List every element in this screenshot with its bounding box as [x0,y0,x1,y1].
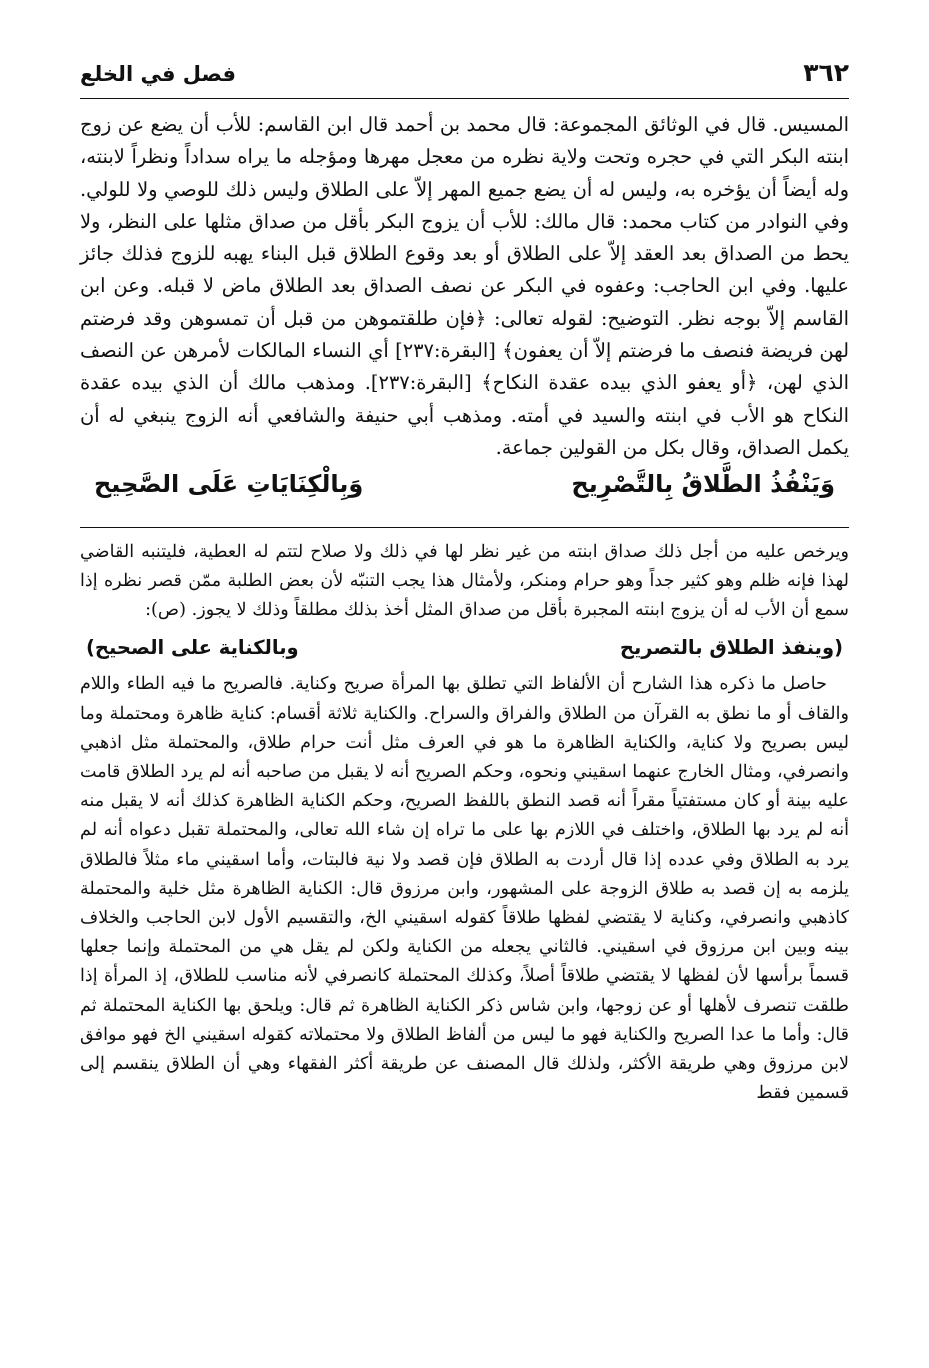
matn-verse-right: وَيَنْفُذُ الطَّلاقُ بِالتَّصْرِيح [571,470,835,499]
page-header [80,58,849,99]
page-number: ٣٦٢ [803,58,849,87]
commentary-text [80,538,849,1109]
main-paragraph: المسيس. قال في الوثائق المجموعة: قال محمد بن أحمد قال ابن القاسم: للأب أن يضع عن زوج ابنته البكر التي في حجره وتحت ولاية نظره من معجل مهرها ومؤجله ما يراه سداداً ونظراً لابنته، وله أيضاً أن يؤخره به، وليس له أن يضع جميع المهر إلاّ على الطلاق وليس ذلك للوصي ولا للولي. وفي النوادر من كتاب محمد: قال مالك: للأب أن يزوج البكر بأقل من صداق مثلها على النظر، ولا يحط من الصداق بعد العقد إلاّ على الطلاق أو بعد وقوع الطلاق قبل البناء يهبه للزوج فذلك جائز عليها. وفي ابن الحاجب: وعفوه في البكر عن نصف الصداق بعد الطلاق ماض لا قبله. وعن ابن القاسم إلاّ بوجه نظر. التوضيح: لقوله تعالى: ﴿فإن طلقتموهن من قبل أن تمسوهن وقد فرضتم لهن فريضة فنصف ما فرضتم إلاّ أن يعفون﴾ [البقرة:٢٣٧] أي النساء المالكات لأمرهن عن النصف الذي لهن، ﴿أو يعفو الذي بيده عقدة النكاح﴾ [البقرة:٢٣٧]. ومذهب مالك أن الذي بيده عقدة النكاح هو الأب في ابنته والسيد في أمته. ومذهب أبي حنيفة والشافعي أنه الزوج ينبغي له أن يكمل الصداق، وقال بكل من القولين جماعة. [80,113,849,459]
commentary-heading-left: وبالكناية على الصحيح) [86,636,299,660]
matn-verse-left: وَبِالْكِنَايَاتِ عَلَى الصَّحِيح [94,470,364,499]
matn-verse-line [80,468,849,500]
commentary-matn-heading [80,633,849,662]
commentary-paragraph: حاصل ما ذكره هذا الشارح أن الألفاظ التي تطلق بها المرأة صريح وكناية. فالصريح ما فيه الطاء واللام والقاف أو ما نطق به القرآن من الطلاق والفراق والسراح. والكناية ثلاثة أقسام: كناية ظاهرة ومحتملة وما ليس بصريح ولا كناية، والكناية الظاهرة ما هو في العرف مثل أنت حرام طلاق، والمحتملة مثل اذهبي وانصرفي، ومثال الخارج عنهما اسقيني ونحوه، وحكم الصريح أنه لا يقبل من صاحبه أنه لم يرد الطلاق قامت عليه بينة أو كان مستفتياً مقراً أنه قصد النطق باللفظ الصريح، وحكم الكناية الظاهرة كذلك أنه لا يقبل منه أنه لم يرد بها الطلاق، واختلف في اللازم بها على ما تراه إن شاء الله تعالى، والمحتملة تقبل دعواه أنه لم يرد به الطلاق وفي عدده إذا قال أردت به الطلاق فإن قصد ولا نية فالبتات، وأما اسقيني ماء مثلاً فالطلاق يلزمه به إن قصد به طلاق الزوجة على المشهور، وابن مرزوق قال: الكناية الظاهرة مثل خلية والمحتملة كاذهبي وانصرفي، وكناية لا يقتضي لفظها طلاقاً كقوله اسقيني الخ، والتقسيم الأول لابن الحاجب والخلاف بينه وبين ابن مرزوق في اسقيني. فالثاني يجعله من الكناية ولكن لم يقل هي من المحتملة وإنما جعلها قسماً برأسها لأن لفظها لا يقتضي طلاقاً أصلاً، وكذلك المحتملة كانصرفي لأنه مناسب للطلاق، إذ المرأة إذا طلقت تنصرف لأهلها أو عن زوجها، وابن شاس ذكر الكناية الظاهرة ثم قال: ويلحق بها الكناية المحتملة ثم قال: وأما ما عدا الصريح والكناية فهو ما ليس من ألفاظ الطلاق ولا محتملاته كقوله اسقيني الخ فهو موافق لابن مرزوق وهي طريقة الأكثر، ولذلك قال المصنف عن طريقة أكثر الفقهاء وهي أن الطلاق ينقسم إلى قسمين فقط [80,674,849,1104]
running-title: فصل في الخلع [80,62,236,86]
footnote-divider [80,527,849,528]
commentary-paragraph: ويرخص عليه من أجل ذلك صداق ابنته من غير نظر لها في ذلك ولا صلاح لتتم له العطية، فليتنبه القاضي لهذا فإنه ظلم وهو كثير جداً وهو حرام ومنكر، ولأمثال هذا يجب التنبّه لأن بعض الطلبة ممّن قصر نظره إذا سمع أن الأب له أن يزوج ابنته المجبرة بأقل من صداق المثل أخذ بذلك مطلقاً وذلك لا يجوز. (ص): [80,541,849,620]
main-text [80,109,849,501]
commentary-heading-right: (وينفذ الطلاق بالتصريح [619,636,843,660]
